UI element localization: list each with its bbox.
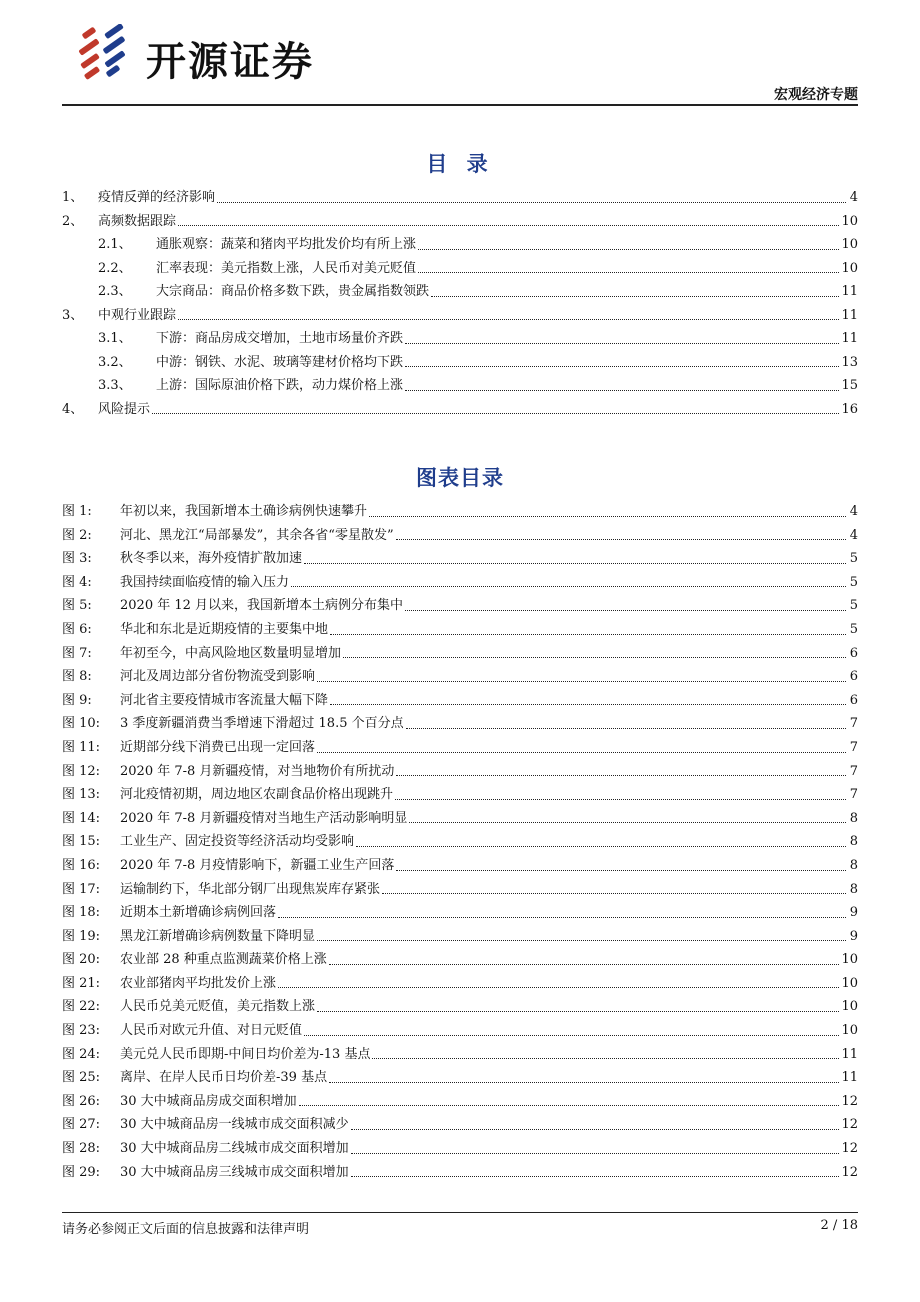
figure-text: 美元兑人民币即期-中间日均价差为-13 基点	[120, 1046, 371, 1062]
toc-number: 4、	[62, 401, 84, 417]
figure-number: 图 22:	[62, 999, 101, 1015]
figure-text: 近期本土新增确诊病例回落	[120, 905, 277, 921]
toc-page-number: 10	[841, 260, 858, 276]
figure-number: 图 28:	[62, 1141, 101, 1157]
toc-number: 2.2、	[98, 260, 132, 276]
dot-leader	[405, 365, 839, 367]
toc-entry[interactable]	[62, 398, 858, 422]
figure-number: 图 9:	[62, 692, 92, 708]
figure-entry[interactable]	[62, 995, 858, 1019]
toc-text: 中游：钢铁、水泥、玻璃等建材价格均下跌	[156, 354, 404, 370]
toc-number: 3.2、	[98, 354, 132, 370]
figure-number: 图 23:	[62, 1023, 101, 1039]
figure-number: 图 21:	[62, 975, 101, 991]
figure-text: 黑龙江新增确诊病例数量下降明显	[120, 928, 316, 944]
toc-number: 1、	[62, 190, 84, 205]
toc-number: 3、	[62, 307, 84, 323]
figure-number: 图 29:	[62, 1164, 101, 1180]
figure-page-number: 12	[841, 1093, 858, 1109]
figure-page-number: 6	[849, 692, 858, 708]
figure-page-number: 4	[849, 504, 858, 519]
figure-text: 河北疫情初期，周边地区农副食品价格出现跳升	[120, 787, 394, 803]
figure-entry[interactable]	[62, 1066, 858, 1090]
figure-number: 图 11:	[62, 739, 101, 755]
figure-page-number: 5	[849, 621, 858, 637]
figure-entry[interactable]	[62, 500, 858, 524]
figure-number: 图 12:	[62, 763, 101, 779]
figure-number: 图 24:	[62, 1046, 101, 1062]
dot-leader	[329, 963, 840, 965]
toc-entry[interactable]	[62, 327, 858, 351]
figure-number: 图 14:	[62, 810, 101, 826]
dot-leader	[278, 916, 846, 918]
header-divider	[62, 104, 858, 106]
figure-page-number: 8	[849, 834, 858, 850]
figure-text: 30 大中城商品房二线城市成交面积增加	[120, 1141, 349, 1157]
dot-leader	[418, 271, 839, 273]
kaiyuan-logo-icon	[74, 24, 136, 84]
toc-entry[interactable]	[62, 374, 858, 398]
figure-entry[interactable]	[62, 736, 858, 760]
figure-entry[interactable]	[62, 642, 858, 666]
figure-text: 人民币兑美元贬值，美元指数上涨	[120, 999, 316, 1015]
figure-text: 河北省主要疫情城市客流量大幅下降	[120, 692, 329, 708]
figure-page-number: 10	[841, 952, 858, 968]
toc-entry[interactable]	[62, 257, 858, 281]
figure-text: 运输制约下，华北部分钢厂出现焦炭库存紧张	[120, 881, 381, 897]
figure-text: 2020 年 7-8 月新疆疫情对当地生产活动影响明显	[120, 810, 408, 826]
figure-text: 工业生产、固定投资等经济活动均受影响	[120, 834, 355, 850]
figure-text: 年初至今，中高风险地区数量明显增加	[120, 645, 342, 661]
figure-page-number: 11	[841, 1070, 858, 1086]
figure-entry[interactable]	[62, 665, 858, 689]
dot-leader	[330, 703, 846, 705]
toc-entry[interactable]	[62, 304, 858, 328]
figure-number: 图 5:	[62, 598, 92, 614]
toc-page-number: 4	[849, 190, 858, 205]
toc-entry[interactable]	[62, 186, 858, 210]
figure-number: 图 4:	[62, 574, 92, 590]
figure-text: 农业部猪肉平均批发价上涨	[120, 975, 277, 991]
figure-entry[interactable]	[62, 547, 858, 571]
toc-entry[interactable]	[62, 351, 858, 375]
figure-number: 图 20:	[62, 952, 101, 968]
report-type: 宏观经济专题	[774, 87, 858, 103]
toc-list	[62, 186, 858, 421]
figure-entry[interactable]	[62, 524, 858, 548]
dot-leader	[330, 633, 846, 635]
figure-page-number: 12	[841, 1141, 858, 1157]
dot-leader	[369, 515, 846, 517]
figure-number: 图 19:	[62, 928, 101, 944]
figure-text: 30 大中城商品房成交面积增加	[120, 1093, 297, 1109]
figure-number: 图 1:	[62, 504, 92, 519]
toc-page-number: 10	[841, 237, 858, 252]
toc-page-number: 15	[841, 378, 858, 393]
dot-leader	[343, 656, 846, 658]
dot-leader	[329, 1081, 839, 1083]
figure-number: 图 15:	[62, 834, 101, 850]
toc-number: 2.3、	[98, 284, 132, 299]
figure-entry[interactable]	[62, 925, 858, 949]
figure-page-number: 7	[849, 763, 858, 779]
dot-leader	[317, 680, 846, 682]
dot-leader	[431, 295, 839, 297]
figure-entry[interactable]	[62, 948, 858, 972]
toc-text: 通胀观察：蔬菜和猪肉平均批发价均有所上涨	[156, 237, 417, 252]
figure-text: 2020 年 12 月以来，我国新增本土病例分布集中	[120, 598, 404, 614]
footer-divider	[62, 1212, 858, 1213]
toc-text: 上游：国际原油价格下跌，动力煤价格上涨	[156, 378, 404, 393]
toc-text: 下游：商品房成交增加，土地市场量价齐跌	[156, 331, 404, 346]
figure-page-number: 4	[849, 527, 858, 543]
figure-page-number: 11	[841, 1046, 858, 1062]
figure-entry[interactable]	[62, 618, 858, 642]
figure-entry[interactable]	[62, 1019, 858, 1043]
dot-leader	[317, 939, 846, 941]
figure-text: 近期部分线下消费已出现一定回落	[120, 739, 316, 755]
figure-entry[interactable]	[62, 1137, 858, 1161]
figure-text: 2020 年 7-8 月疫情影响下，新疆工业生产回落	[120, 857, 395, 873]
figure-text: 秋冬季以来，海外疫情扩散加速	[120, 551, 303, 567]
figure-text: 2020 年 7-8 月新疆疫情，对当地物价有所扰动	[120, 763, 395, 779]
figure-number: 图 26:	[62, 1093, 101, 1109]
toc-entry[interactable]	[62, 280, 858, 304]
figure-page-number: 10	[841, 999, 858, 1015]
dot-leader	[278, 986, 839, 988]
dot-leader	[396, 538, 846, 540]
dot-leader	[351, 1128, 840, 1130]
dot-leader	[351, 1152, 840, 1154]
toc-page-number: 11	[841, 331, 858, 346]
figure-entry[interactable]	[62, 972, 858, 996]
dot-leader	[304, 562, 846, 564]
dot-leader	[317, 751, 846, 753]
toc-text: 高频数据跟踪	[98, 213, 177, 229]
dot-leader	[372, 1057, 839, 1059]
figure-page-number: 7	[849, 739, 858, 755]
dot-leader	[409, 821, 846, 823]
figure-page-number: 12	[841, 1164, 858, 1180]
figure-page-number: 12	[841, 1117, 858, 1133]
figure-page-number: 6	[849, 669, 858, 685]
figure-text: 30 大中城商品房一线城市成交面积减少	[120, 1117, 349, 1133]
figure-page-number: 5	[849, 574, 858, 590]
figure-page-number: 9	[849, 905, 858, 921]
figure-number: 图 8:	[62, 669, 92, 685]
figure-entry[interactable]	[62, 854, 858, 878]
figure-text: 年初以来，我国新增本土确诊病例快速攀升	[120, 504, 368, 519]
dot-leader	[299, 1104, 840, 1106]
toc-entry[interactable]	[62, 233, 858, 257]
figure-list	[62, 500, 858, 1184]
dot-leader	[152, 412, 839, 414]
brand-name: 开源证券	[146, 39, 314, 85]
figure-number: 图 6:	[62, 621, 92, 637]
dot-leader	[405, 609, 846, 611]
figure-entry[interactable]	[62, 878, 858, 902]
figure-number: 图 27:	[62, 1117, 101, 1133]
footer-disclaimer: 请务必参阅正文后面的信息披露和法律声明	[62, 1222, 310, 1237]
figure-entry[interactable]	[62, 830, 858, 854]
figure-text: 农业部 28 种重点监测蔬菜价格上涨	[120, 952, 327, 968]
dot-leader	[396, 869, 846, 871]
page-indicator: 2 / 18	[820, 1218, 858, 1233]
figure-text: 河北及周边部分省份物流受到影响	[120, 669, 316, 685]
dot-leader	[217, 201, 846, 203]
figure-number: 图 18:	[62, 905, 101, 921]
toc-number: 3.1、	[98, 331, 132, 346]
dot-leader	[291, 585, 846, 587]
figure-entry[interactable]	[62, 1161, 858, 1185]
figure-number: 图 13:	[62, 787, 101, 803]
dot-leader	[405, 342, 839, 344]
figure-page-number: 10	[841, 1023, 858, 1039]
toc-text: 汇率表现：美元指数上涨，人民币对美元贬值	[156, 260, 417, 276]
toc-page-number: 11	[841, 307, 858, 323]
toc-page-number: 16	[841, 401, 858, 417]
figure-page-number: 7	[849, 787, 858, 803]
figure-number: 图 10:	[62, 716, 101, 732]
dot-leader	[178, 318, 839, 320]
figure-entry[interactable]	[62, 712, 858, 736]
toc-page-number: 13	[841, 354, 858, 370]
figure-entry[interactable]	[62, 901, 858, 925]
dot-leader	[405, 389, 839, 391]
figure-entry[interactable]	[62, 571, 858, 595]
figure-entry[interactable]	[62, 1113, 858, 1137]
toc-page-number: 10	[841, 213, 858, 229]
dot-leader	[418, 248, 839, 250]
figure-entry[interactable]	[62, 783, 858, 807]
figure-page-number: 8	[849, 810, 858, 826]
figure-number: 图 7:	[62, 645, 92, 661]
figure-text: 我国持续面临疫情的输入压力	[120, 574, 290, 590]
toc-text: 风险提示	[98, 401, 151, 417]
figure-page-number: 6	[849, 645, 858, 661]
dot-leader	[395, 798, 846, 800]
figure-number: 图 2:	[62, 527, 92, 543]
page-header	[0, 0, 920, 106]
toc-title: 目 录	[426, 152, 494, 176]
figure-entry[interactable]	[62, 1090, 858, 1114]
dot-leader	[351, 1175, 840, 1177]
figure-entry[interactable]	[62, 689, 858, 713]
figure-entry[interactable]	[62, 760, 858, 784]
figure-text: 人民币对欧元升值、对日元贬值	[120, 1023, 303, 1039]
figure-text: 3 季度新疆消费当季增速下滑超过 18.5 个百分点	[120, 716, 404, 732]
figure-page-number: 5	[849, 551, 858, 567]
toc-number: 2.1、	[98, 237, 132, 252]
dot-leader	[356, 845, 846, 847]
figure-page-number: 8	[849, 857, 858, 873]
figure-page-number: 5	[849, 598, 858, 614]
dot-leader	[382, 892, 846, 894]
figure-page-number: 10	[841, 975, 858, 991]
toc-text: 大宗商品：商品价格多数下跌，贵金属指数领跌	[156, 284, 430, 299]
figure-entry[interactable]	[62, 594, 858, 618]
figure-number: 图 3:	[62, 551, 92, 567]
toc-number: 3.3、	[98, 378, 132, 393]
toc-page-number: 11	[841, 284, 858, 299]
toc-number: 2、	[62, 213, 84, 229]
figure-text: 离岸、在岸人民币日均价差-39 基点	[120, 1070, 328, 1086]
dot-leader	[396, 774, 846, 776]
dot-leader	[406, 727, 846, 729]
figure-list-title: 图表目录	[416, 466, 504, 490]
figure-number: 图 16:	[62, 857, 101, 873]
figure-number: 图 17:	[62, 881, 101, 897]
figure-text: 河北、黑龙江“局部暴发”，其余各省“零星散发”	[120, 527, 394, 543]
figure-entry[interactable]	[62, 1043, 858, 1067]
figure-page-number: 9	[849, 928, 858, 944]
dot-leader	[304, 1034, 839, 1036]
toc-text: 疫情反弹的经济影响	[98, 190, 216, 205]
figure-page-number: 8	[849, 881, 858, 897]
toc-text: 中观行业跟踪	[98, 307, 177, 323]
figure-text: 30 大中城商品房三线城市成交面积增加	[120, 1164, 349, 1180]
figure-page-number: 7	[849, 716, 858, 732]
figure-text: 华北和东北是近期疫情的主要集中地	[120, 621, 329, 637]
figure-number: 图 25:	[62, 1070, 101, 1086]
toc-entry[interactable]	[62, 210, 858, 234]
figure-entry[interactable]	[62, 807, 858, 831]
dot-leader	[317, 1010, 839, 1012]
dot-leader	[178, 224, 839, 226]
